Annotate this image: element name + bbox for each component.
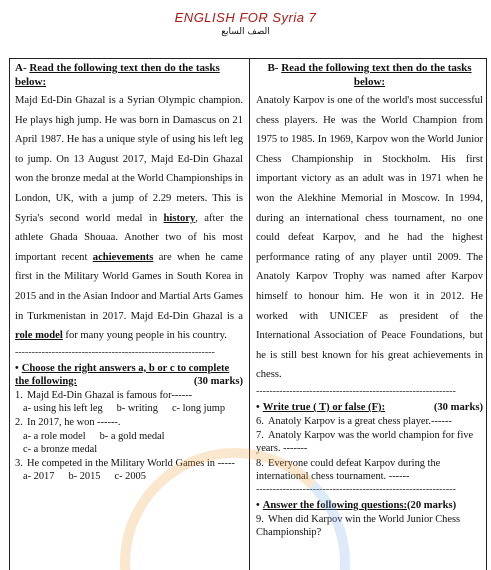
question-2-options-extra	[15, 443, 243, 456]
bullet-icon: •	[15, 362, 19, 374]
section-a-heading	[15, 61, 243, 89]
passage-a-keyword-history: history	[163, 212, 196, 224]
item-number: 7.	[256, 430, 264, 442]
option-a: a- a role model	[23, 430, 86, 442]
page-subtitle: الصف السابع	[221, 27, 270, 37]
question-number: 3.	[15, 457, 23, 469]
question-3-options	[15, 470, 243, 483]
question-text: He competed in the Military World Games in -----	[27, 457, 235, 469]
tf-item-8	[256, 457, 483, 483]
question-1-options	[15, 402, 243, 415]
section-b-separator-2: ------------------------------------------------------------	[256, 484, 456, 495]
section-b-separator: ------------------------------------------------------------	[256, 386, 456, 397]
passage-a-part-2: , after the athlete Ghada Shouaa. Another two of his most important recent	[15, 212, 243, 263]
true-false-heading	[256, 401, 483, 414]
section-b-passage: Anatoly Karpov is one of the world's most successful chess players. He was the World Champion from 1975 to 1985. In 1969, Karpov won the World Junior Chess Championship in Stockholm. His first important victory as an adult was in 1971 when he won the Alekhine Memorial in Moscow. In 1994, during an international chess tournament, no one could defeat Karpov, and he had the highest performance rating of any player until 2009. The Anatoly Karpov Trophy was named after Karpov himself to honour him. He won it in 2012. He worked with UNICEF as president of the International Association of Peace Foundations, but he is still best known for his great achievements in chess.	[256, 95, 483, 381]
option-a: a- using his left leg	[23, 403, 103, 415]
item-text: When did Karpov win the World Junior Chess Championship?	[256, 513, 461, 539]
page-title: ENGLISH FOR Syria 7	[174, 10, 317, 25]
option-b: b- 2015	[68, 471, 101, 483]
question-number: 1.	[15, 389, 23, 401]
section-b-label: B-	[267, 62, 279, 74]
passage-a-keyword-role-model: role model	[15, 330, 63, 342]
true-false-instruction: Write true ( T) or false (F):	[262, 401, 386, 413]
section-a-instruction: Read the following text then do the tasks below:	[15, 62, 220, 88]
passage-a-keyword-achievements: achievements	[92, 251, 154, 263]
bullet-icon: •	[256, 401, 260, 413]
true-false-marks: (30 marks)	[433, 401, 483, 413]
section-b-heading	[256, 61, 483, 89]
item-number: 9.	[256, 513, 264, 525]
section-b-instruction: Read the following text then do the tasks below:	[281, 62, 472, 88]
section-a-passage	[15, 91, 243, 346]
option-a: a- 2017	[23, 471, 55, 483]
item-text: Anatoly Karpov was the world champion for five years. -------	[256, 430, 474, 455]
section-a-label: A-	[15, 62, 27, 74]
question-number: 2.	[15, 417, 23, 429]
passage-a-part-3: are when he came first in the Military World Games in South Korea in 2015 and in the Asian Indoor and Martial Arts Games in Turkmenistan in 2017. Majd Ed-Din Ghazal is a	[15, 251, 243, 322]
option-b: b- writing	[116, 403, 158, 415]
tf-item-6	[256, 415, 483, 428]
tf-item-7	[256, 429, 483, 455]
question-1	[15, 389, 243, 403]
choose-task-heading	[15, 362, 243, 388]
section-a	[10, 59, 249, 570]
section-b	[250, 59, 488, 570]
option-b: b- a gold medal	[99, 430, 165, 442]
bullet-icon: •	[256, 499, 260, 511]
question-2-options	[15, 430, 243, 443]
item-text: Anatoly Karpov is a great chess player.------	[268, 415, 452, 427]
passage-a-part-1: Majd Ed-Din Ghazal is a Syrian Olympic champion. He plays high jump. He was born in Damascus on 21 April 1987. He has a unique style of using his left leg to jump. On 13 August 2017, Majd Ed-Din Ghazal won the bronze medal at the World Championships in London, UK, with a jump of 2.29 meters. This is Syria's second world medal in	[15, 95, 243, 224]
item-number: 6.	[256, 415, 264, 427]
question-3	[15, 457, 243, 471]
choose-task-marks: (30 marks)	[193, 375, 243, 387]
item-number: 8.	[256, 457, 264, 469]
option-c: c- long jump	[171, 403, 226, 415]
answer-questions-marks: (20 marks)	[407, 499, 457, 511]
option-c: c- 2005	[114, 471, 146, 483]
choose-task-instruction: Choose the right answers a, b or c to complete the following:	[15, 362, 230, 387]
question-text: Majd Ed-Din Ghazal is famous for------	[27, 389, 193, 401]
question-2	[15, 416, 243, 430]
answer-questions-instruction: Answer the following questions:	[262, 499, 408, 511]
option-c: c- a bronze medal	[23, 443, 98, 455]
answer-questions-heading	[256, 499, 483, 512]
question-text: In 2017, he won ------.	[27, 417, 121, 429]
passage-a-part-4: for many young people in his country.	[62, 330, 227, 342]
question-9	[256, 513, 483, 539]
item-text: Everyone could defeat Karpov during the international chess tournament. ------	[256, 457, 441, 482]
section-a-separator: ------------------------------------------------------------	[15, 347, 215, 358]
worksheet-table	[9, 58, 487, 570]
